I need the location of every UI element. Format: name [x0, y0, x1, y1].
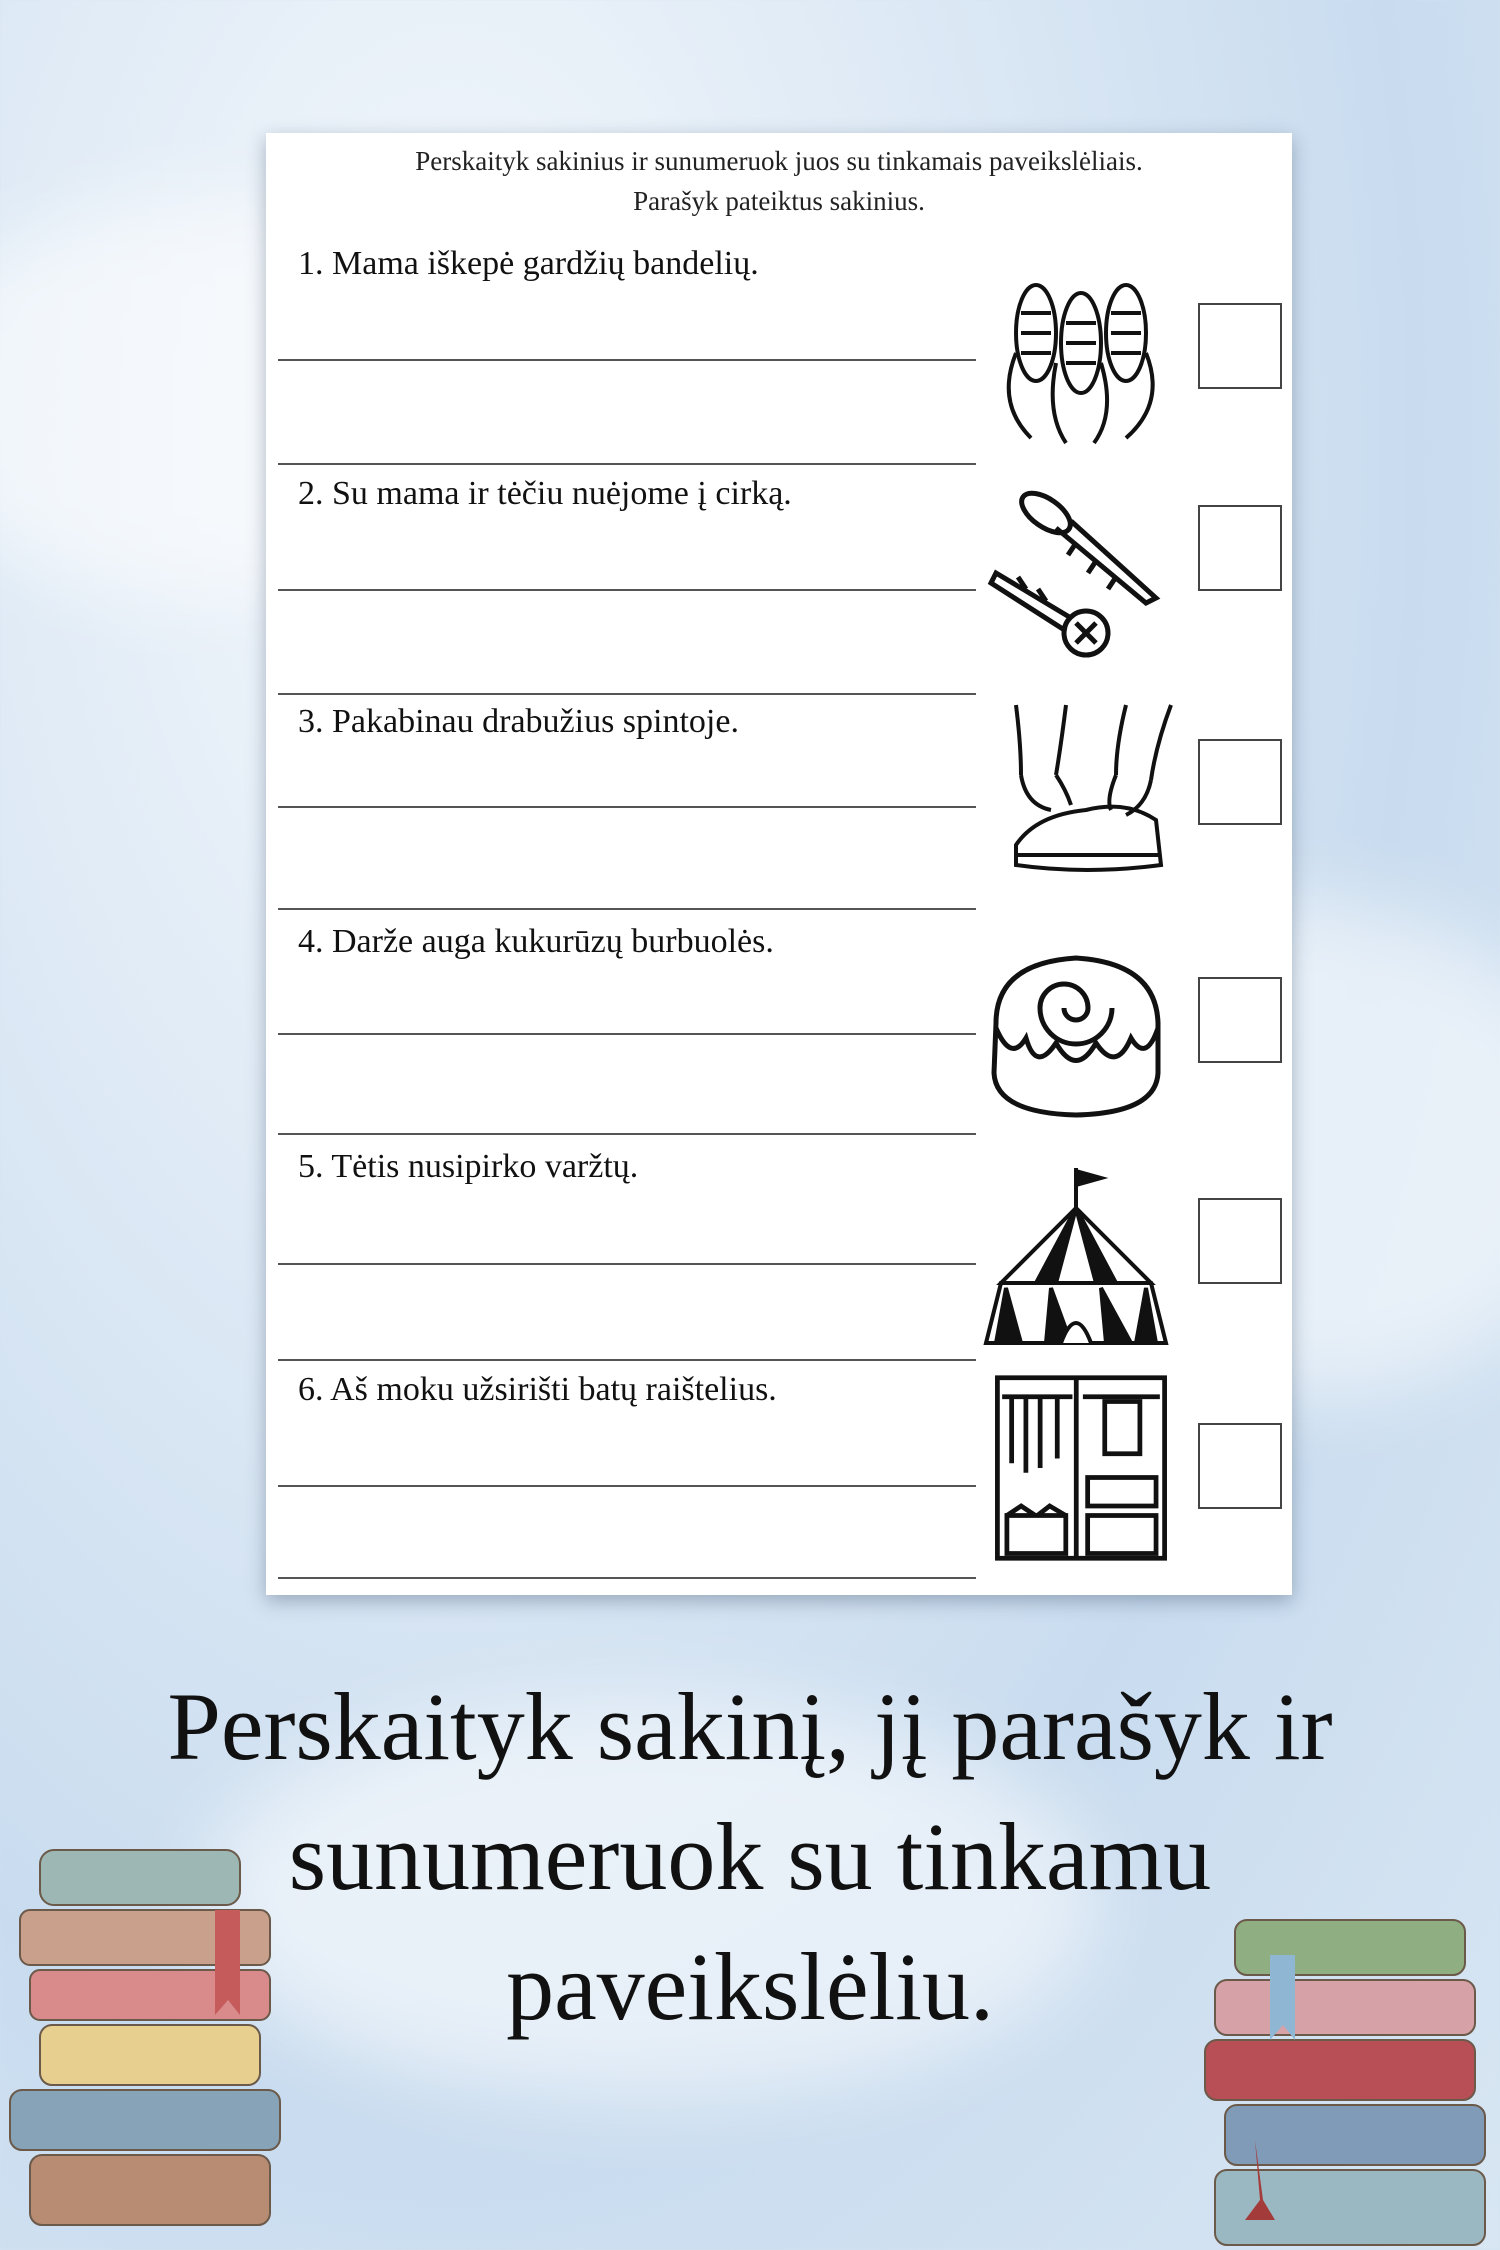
number-box-5[interactable]: [1198, 1198, 1282, 1284]
writing-line[interactable]: [278, 693, 976, 695]
sentence-1: 1. Mama iškepė gardžių bandelių.: [298, 245, 759, 282]
sentence-4: 4. Darže auga kukurūzų burbuolės.: [298, 923, 774, 960]
cinnamon-bun-icon: [976, 933, 1176, 1123]
caption-line-1: Perskaityk sakinį, jį parašyk ir: [167, 1673, 1333, 1780]
number-box-3[interactable]: [1198, 739, 1282, 825]
caption-line-3: paveikslėliu.: [506, 1933, 994, 2040]
writing-line[interactable]: [278, 589, 976, 591]
writing-line[interactable]: [278, 1133, 976, 1135]
writing-line[interactable]: [278, 806, 976, 808]
circus-tent-icon: [976, 1163, 1176, 1353]
number-box-4[interactable]: [1198, 977, 1282, 1063]
writing-line[interactable]: [278, 359, 976, 361]
book-stack-left-icon: [0, 1840, 290, 2250]
corn-icon: [976, 263, 1176, 453]
writing-line[interactable]: [278, 463, 976, 465]
instruction-line-1: Perskaityk sakinius ir sunumeruok juos su tinkamais paveikslėliais.: [415, 146, 1143, 176]
instruction-line-2: Parašyk pateiktus sakinius.: [633, 186, 925, 216]
sentence-6: 6. Aš moku užsirišti batų raištelius.: [298, 1371, 777, 1408]
number-box-2[interactable]: [1198, 505, 1282, 591]
screws-icon: [976, 473, 1176, 663]
book-stack-right-icon: [1195, 1910, 1500, 2250]
wardrobe-icon: [988, 1373, 1174, 1563]
number-box-1[interactable]: [1198, 303, 1282, 389]
writing-line[interactable]: [278, 908, 976, 910]
writing-line[interactable]: [278, 1577, 976, 1579]
shoelace-tying-icon: [976, 695, 1176, 885]
number-box-6[interactable]: [1198, 1423, 1282, 1509]
sentence-5: 5. Tėtis nusipirko varžtų.: [298, 1148, 639, 1185]
caption-line-2: sunumeruok su tinkamu: [288, 1803, 1212, 1910]
sentence-3: 3. Pakabinau drabužius spintoje.: [298, 703, 739, 740]
worksheet: [266, 133, 1292, 1595]
writing-line[interactable]: [278, 1359, 976, 1361]
writing-line[interactable]: [278, 1485, 976, 1487]
sentence-2: 2. Su mama ir tėčiu nuėjome į cirką.: [298, 475, 792, 512]
writing-line[interactable]: [278, 1033, 976, 1035]
writing-line[interactable]: [278, 1263, 976, 1265]
